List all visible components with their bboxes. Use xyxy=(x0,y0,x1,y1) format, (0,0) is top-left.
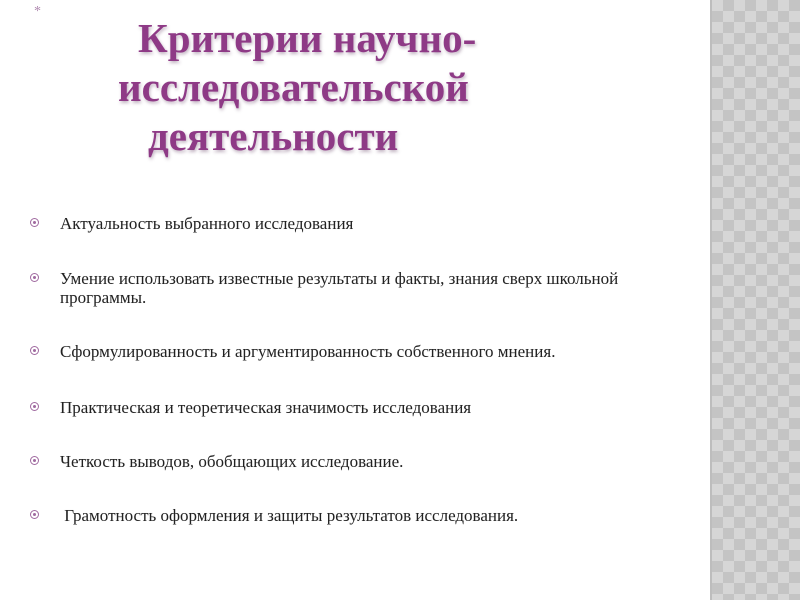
list-item xyxy=(30,342,670,361)
list-item-text: Сформулированность и аргументированность собственного мнения. xyxy=(60,342,556,361)
title-line-3: деятельности xyxy=(148,113,399,159)
corner-mark: * xyxy=(34,4,41,19)
list-item xyxy=(30,452,670,471)
title-line-1: Критерии научно- xyxy=(138,15,477,61)
list-item xyxy=(30,269,670,307)
list-item-text: Практическая и теоретическая значимость исследования xyxy=(60,398,472,417)
list-item-text: Грамотность оформления и защиты результатов исследования. xyxy=(60,506,519,525)
list-item-text: Актуальность выбранного исследования xyxy=(60,214,354,233)
decorative-side-pattern xyxy=(712,0,800,600)
circle-bullet-icon xyxy=(30,402,39,411)
list-item xyxy=(30,214,670,233)
circle-bullet-icon xyxy=(30,456,39,465)
list-item xyxy=(30,398,670,417)
criteria-list xyxy=(30,214,670,525)
list-item xyxy=(30,506,670,525)
title-line-2: исследовательской xyxy=(118,64,469,110)
list-item-text: Четкость выводов, обобщающих исследование. xyxy=(60,452,404,471)
circle-bullet-icon xyxy=(30,273,39,282)
circle-bullet-icon xyxy=(30,510,39,519)
list-item-text: Умение использовать известные результаты и факты, знания сверх школьной программы. xyxy=(60,269,619,307)
circle-bullet-icon xyxy=(30,218,39,227)
circle-bullet-icon xyxy=(30,346,39,355)
slide-title xyxy=(40,14,640,161)
